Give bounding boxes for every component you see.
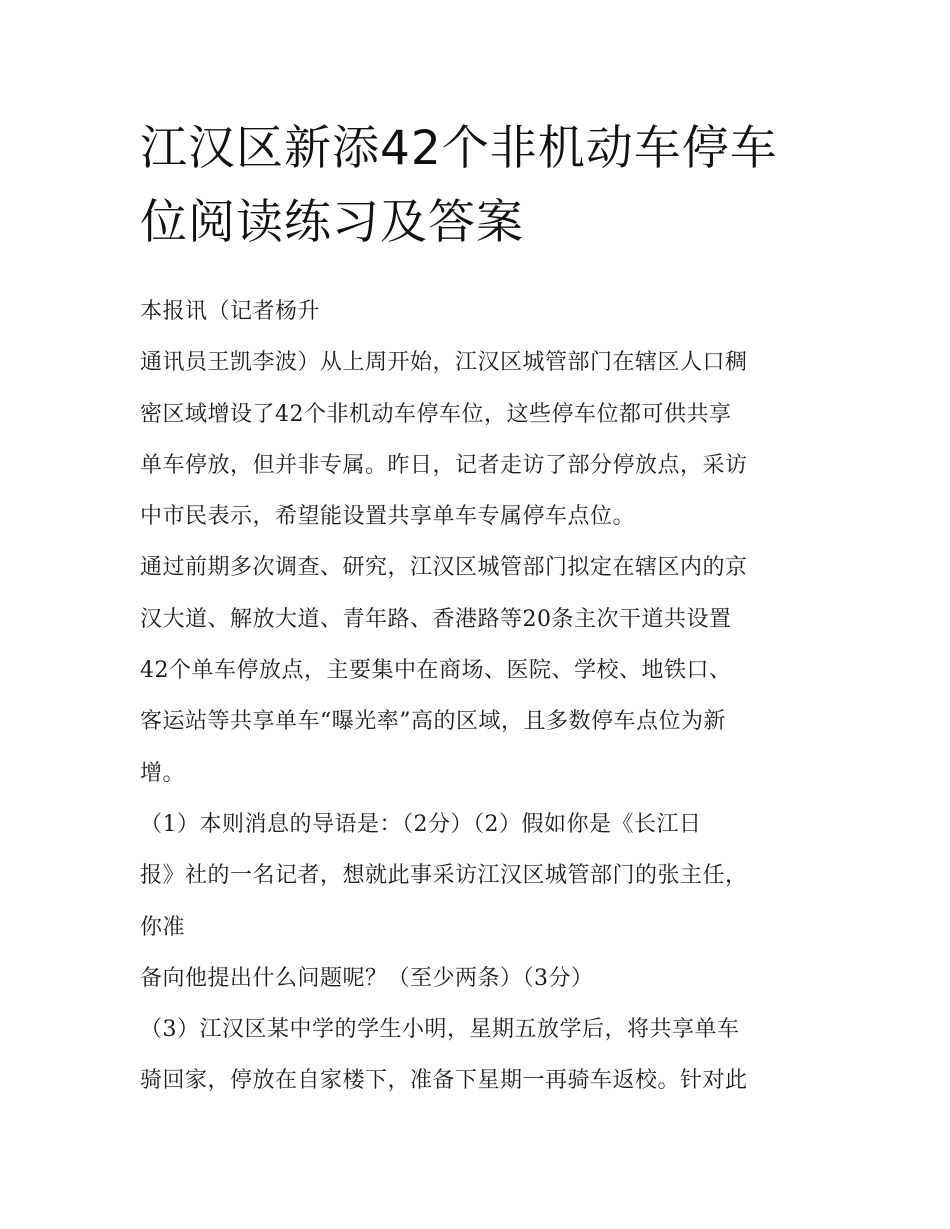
text-line: 中市民表示，希望能设置共享单车专属停车点位。 [140, 504, 636, 530]
question-line: 报》社的一名记者，想就此事采访江汉区城管部门的张主任， [140, 863, 748, 889]
document-page [140, 112, 820, 1107]
text-line: 通讯员王凯李波）从上周开始，江汉区城管部门在辖区人口稠 [140, 350, 748, 376]
text-line: 单车停放，但并非专属。昨日，记者走访了部分停放点，采访 [140, 452, 748, 478]
title-line-2: 位阅读练习及答案 [140, 195, 524, 250]
text-line: 42个单车停放点，主要集中在商场、医院、学校、地铁口、 [140, 658, 732, 684]
question-line: 骑回家，停放在自家楼下，准备下星期一再骑车返校。针对此 [140, 1068, 748, 1094]
question-line: （1）本则消息的导语是：（2分）（2）假如你是《长江日 [140, 811, 702, 837]
text-line: 本报讯（记者杨升 [140, 299, 321, 324]
text-line: 增。 [140, 760, 186, 786]
title-line-1: 江汉区新添42个非机动车停车 [140, 121, 778, 176]
article-body [140, 286, 820, 1107]
text-line: 通过前期多次调查、研究，江汉区城管部门拟定在辖区内的京 [140, 555, 748, 581]
text-line: 汉大道、解放大道、青年路、香港路等20条主次干道共设置 [140, 606, 732, 632]
text-line: 客运站等共享单车“曝光率”高的区域，且多数停车点位为新 [140, 709, 726, 735]
document-title [140, 112, 820, 260]
text-line: 密区域增设了42个非机动车停车位，这些停车位都可供共享 [140, 401, 732, 427]
question-line: （3）江汉区某中学的学生小明，星期五放学后，将共享单车 [140, 1017, 740, 1043]
question-line: 你准 [140, 914, 186, 940]
question-line: 备向他提出什么问题呢？（至少两条）（3分） [140, 965, 594, 991]
